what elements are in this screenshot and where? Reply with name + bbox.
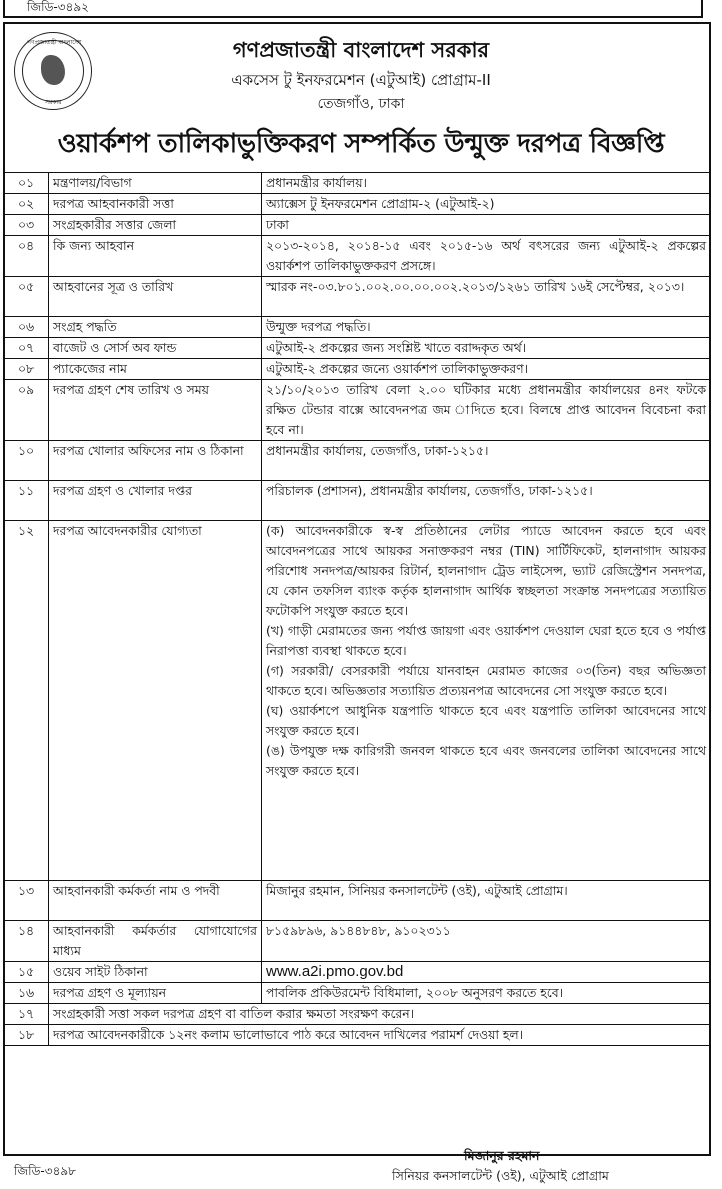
row-value-paragraph: (ঙ) উপযুক্ত দক্ষ কারিগরী জনবল থাকতে হবে এবং জনবলের তালিকা আবেদনের সাথে সংযুক্ত করতে হবে। [266,743,706,778]
tender-info-table [3,172,711,1046]
table-row [4,983,711,1004]
notice-title: ওয়ার্কশপ তালিকাভুক্তিকরণ সম্পর্কিত উন্মুক্ত দরপত্র বিজ্ঞপ্তি [57,129,665,159]
row-value-paragraph: এটুআই-২ প্রকল্পের জন্যে ওয়ার্কশপ তালিকাভুক্তকরণ। [266,361,528,376]
program-subtitle: একসেস টু ইনফরমেশন (এটুআই) প্রোগ্রাম-II [231,71,491,89]
row-label: দরপত্র খোলার অফিসের নাম ও ঠিকানা [49,441,262,481]
row-value-paragraph: পরিচালক (প্রশাসন), প্রধানমন্ত্রীর কার্যালয়, তেজগাঁও, ঢাকা-১২১৫। [266,483,593,498]
table-row [4,215,711,236]
row-value-paragraph: প্রধানমন্ত্রীর কার্যালয়, তেজগাঁও, ঢাকা-১২১৫। [266,443,489,458]
seal-bottom-text: সরকার [45,99,62,106]
row-label: সংগ্রহকারীর সত্তার জেলা [49,215,262,236]
row-serial: ০১ [4,173,49,194]
table-row [4,317,711,338]
row-value-paragraph: উন্মুক্ত দরপত্র পদ্ধতি। [266,319,371,334]
row-serial: ১৫ [4,962,49,983]
row-serial: ১১ [4,481,49,521]
row-serial: ১৪ [4,921,49,962]
row-value [262,881,711,921]
row-serial: ০৭ [4,338,49,359]
row-value-paragraph: www.a2i.pmo.gov.bd [266,963,404,980]
row-value-paragraph: অ্যাক্সেস টু ইনফরমেশন প্রোগ্রাম-২ (এটুআই-২) [266,196,495,211]
row-value [262,317,711,338]
top-reference-text: জিডি-৩৪৯২ [27,0,89,14]
table-row [4,921,711,962]
table-row [4,277,711,317]
table-row [4,338,711,359]
signatory-name: মিজানুর রহমান [464,1148,540,1163]
top-reference-box [3,0,703,18]
row-serial: ০৮ [4,359,49,380]
row-full-text: সংগ্রহকারী সত্তা সকল দরপত্র গ্রহণ বা বাতিল করার ক্ষমতা সংরক্ষণ করেন। [49,1004,711,1025]
table-row [4,236,711,277]
row-value-paragraph: স্মারক নং-০৩.৮০১.০০২.০০.০০.০০২.২০১৩/১২৬১ তারিখ ১৬ই সেপ্টেম্বর, ২০১৩। [266,279,685,294]
row-value-paragraph: এটুআই-২ প্রকল্পের জন্য সংশ্লিষ্ট খাতে বরাদ্দকৃত অর্থ। [266,340,527,355]
row-label: দরপত্র গ্রহণ ও খোলার দপ্তর [49,481,262,521]
table-row-full [4,1004,711,1025]
government-title: গণপ্রজাতন্ত্রী বাংলাদেশ সরকার [232,38,490,62]
table-row [4,881,711,921]
row-label: দরপত্র গ্রহণ শেষ তারিখ ও সময় [49,380,262,441]
row-value [262,277,711,317]
row-serial: ১৩ [4,881,49,921]
row-value [262,481,711,521]
row-value [262,441,711,481]
row-value [262,236,711,277]
row-value [262,921,711,962]
row-value [262,338,711,359]
row-full-text: দরপত্র আবেদনকারীকে ১২নং কলাম ভালোভাবে পাঠ করে আবেদন দাখিলের পরামর্শ দেওয়া হল। [49,1025,711,1046]
row-value-paragraph: পাবলিক প্রকিউরমেন্ট বিধিমালা, ২০০৮ অনুসরণ করতে হবে। [266,985,564,1000]
table-row [4,173,711,194]
row-value-paragraph: ৮১৫৯৮৯৬, ৯১৪৪৮৪৮, ৯১০২৩১১ [266,923,451,938]
row-serial: ১৮ [4,1025,49,1046]
row-value-paragraph: ২১/১০/২০১৩ তারিখ বেলা ২.০০ ঘটিকার মধ্যে প্রধানমন্ত্রীর কার্যালয়ের ৪নং ফটকে রক্ষিত টেন্ডার বাক্সে আবেদনপত্র জম াদিতে হবে। বিলম্বে প্রাপ্ত আবেদন বিবেচনা করা হবে না। [266,382,706,437]
row-label: আহবানকারী কর্মকর্তা নাম ও পদবী [49,881,262,921]
row-value-paragraph: (ক) আবেদনকারীকে স্ব-স্ব প্রতিষ্ঠানের লেটার প্যাডে আবেদন করতে হবে এবং আবেদনপত্রের সাথে আয়কর সনাক্তকরণ নম্বর (TIN) সার্টিফিকেট, হালনাগাদ আয়কর পরিশোধ সনদপত্র/আয়কর রিটার্ন, হালনাগাদ ট্রেড লাইসেন্স, ভ্যাট রেজিস্ট্রেশন সনদপত্র, যে কোন তফসিল ব্যাংক কর্তৃক হালনাগাদ আর্থিক স্বচ্ছলতা সংক্রান্ত সনদপত্রের সত্যায়িত ফটোকপি সংযুক্ত করতে হবে। [266,523,706,618]
row-label: দরপত্র আবেদনকারীর যোগ্যতা [49,521,262,881]
row-label: সংগ্রহ পদ্ধতি [49,317,262,338]
table-row [4,441,711,481]
row-value [262,173,711,194]
row-value [262,983,711,1004]
row-label: আহবানকারী কর্মকর্তার যোগাযোগের মাধ্যম [49,921,262,962]
table-row [4,481,711,521]
row-serial: ০৯ [4,380,49,441]
table-row [4,521,711,881]
row-serial: ১০ [4,441,49,481]
row-value [262,215,711,236]
signatory-designation: সিনিয়র কনসালটেন্ট (ওই), এটুআই প্রোগ্রাম [392,1168,609,1183]
row-serial: ০৩ [4,215,49,236]
row-value-paragraph: (ঘ) ওয়ার্কশপে আধুনিক যন্ত্রপাতি থাকতে হবে এবং যন্ত্রপাতি তালিকা আবেদনের সাথে সংযুক্ত করতে হবে। [266,703,706,738]
row-serial: ১২ [4,521,49,881]
row-label: বাজেট ও সোর্স অব ফান্ড [49,338,262,359]
row-serial: ১৭ [4,1004,49,1025]
seal-top-text: গণপ্রজাতন্ত্রী বাংলাদেশ [27,39,82,46]
row-label: ওয়েব সাইট ঠিকানা [49,962,262,983]
row-serial: ১৬ [4,983,49,1004]
row-value [262,359,711,380]
table-row-full [4,1025,711,1046]
row-serial: ০৪ [4,236,49,277]
row-label: কি জন্য আহবান [49,236,262,277]
row-value [262,380,711,441]
row-value [262,962,711,983]
row-label: দরপত্র আহবানকারী সত্তা [49,194,262,215]
row-value [262,194,711,215]
row-label: প্যাকেজের নাম [49,359,262,380]
table-row [4,194,711,215]
row-value-paragraph: প্রধানমন্ত্রীর কার্যালয়। [266,175,367,190]
row-label: মন্ত্রণালয়/বিভাগ [49,173,262,194]
table-row [4,962,711,983]
gd-reference: জিডি-৩৪৯৮ [14,1164,76,1178]
location-subtitle: তেজগাঁও, ঢাকা [317,96,405,112]
row-label: দরপত্র গ্রহণ ও মূল্যায়ন [49,983,262,1004]
row-serial: ০২ [4,194,49,215]
row-value-paragraph: ঢাকা [266,217,289,232]
row-value-paragraph: মিজানুর রহমান, সিনিয়র কনসালটেন্ট (ওই), এটুআই প্রোগ্রাম। [266,883,568,898]
table-row [4,380,711,441]
row-value-paragraph: ২০১৩-২০১৪, ২০১৪-১৫ এবং ২০১৫-১৬ অর্থ বৎসরের জন্য এটুআই-২ প্রকল্পের ওয়ার্কশপ তালিকাভুক্তকরণ প্রসঙ্গে। [266,238,706,273]
row-serial: ০৬ [4,317,49,338]
row-value-paragraph: (খ) গাড়ী মেরামতের জন্য পর্যাপ্ত জায়গা এবং ওয়ার্কশপ দেওয়াল ঘেরা হতে হবে ও পর্যাপ্ত নিরাপত্তা ব্যবস্থা থাকতে হবে। [266,623,706,658]
row-label: আহবানের সূত্র ও তারিখ [49,277,262,317]
row-value [262,521,711,881]
row-serial: ০৫ [4,277,49,317]
table-row [4,359,711,380]
row-value-paragraph: (গ) সরকারী/ বেসরকারী পর্যায়ে যানবাহন মেরামত কাজের ০৩(তিন) বছর অভিজ্ঞতা থাকতে হবে। অভিজ্ঞতার সত্যায়িত প্রত্যয়নপত্র আবেদনের সাে সংযুক্ত করতে হবে। [266,663,706,698]
